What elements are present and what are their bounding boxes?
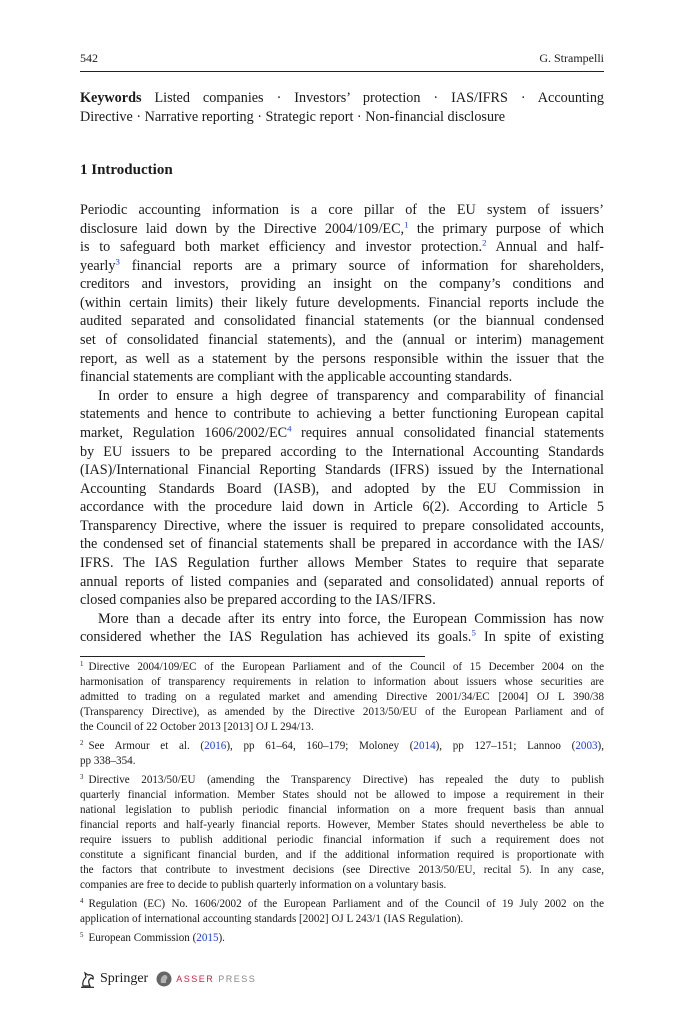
text-line xyxy=(80,848,604,863)
text-line xyxy=(80,773,604,788)
footnote xyxy=(80,773,604,893)
text-line xyxy=(80,535,604,554)
text-run: financial reports and half-yearly financial reports. However, Member States should nevertheless be able to xyxy=(80,819,604,831)
text-run: application of international accounting standards [2002] OJ L 243/1 (IAS Regulation). xyxy=(80,913,464,925)
text-line xyxy=(80,405,604,424)
text-run: statements and hence to contribute to achieving a better functioning European capital xyxy=(80,406,604,423)
footnote-ref[interactable]: 3 xyxy=(115,256,120,267)
paragraph xyxy=(80,201,604,387)
citation-link[interactable]: 2014 xyxy=(413,740,436,752)
text-line xyxy=(80,833,604,848)
text-line xyxy=(80,628,604,647)
text-line xyxy=(80,238,604,257)
text-run: ), pp 61–64, 160–179; Moloney ( xyxy=(226,740,414,752)
footnote xyxy=(80,739,604,769)
text-line xyxy=(80,294,604,313)
text-run: the Council of 22 October 2013 [2013] OJ L 294/13. xyxy=(80,721,314,733)
text-line xyxy=(80,275,604,294)
text-line xyxy=(80,818,604,833)
text-run: IFRS. The IAS Regulation further allows Member States to require that separate xyxy=(80,554,604,571)
text-run: accordance with the procedure laid down in Article 6(2). According to Article 5 xyxy=(80,499,604,516)
text-run: is to safeguard both market efficiency and investor protection. xyxy=(80,239,483,256)
text-run: admitted to trading on a regulated market and amending Directive 2001/34/EC [2004] OJ L 390/38 xyxy=(80,691,604,703)
paragraph xyxy=(80,610,604,647)
text-line xyxy=(80,863,604,878)
page-number: 542 xyxy=(80,51,98,65)
footnote-ref[interactable]: 5 xyxy=(471,628,476,639)
text-line xyxy=(80,257,604,276)
text-line xyxy=(80,424,604,443)
text-run: closed companies also be prepared according to the IAS/IFRS. xyxy=(80,592,436,609)
citation-link[interactable]: 2015 xyxy=(196,932,219,944)
text-line xyxy=(80,720,604,735)
text-line xyxy=(80,350,604,369)
text-line xyxy=(80,788,604,803)
text-line xyxy=(80,931,604,946)
citation-link[interactable]: 2003 xyxy=(575,740,598,752)
text-line xyxy=(80,878,604,893)
text-line xyxy=(80,912,604,927)
footnotes xyxy=(80,660,604,950)
footnote xyxy=(80,897,604,927)
text-run: financial reports are a primary source of information for shareholders, xyxy=(119,257,604,274)
text-run: financial statements are compliant with the applicable accounting standards. xyxy=(80,369,513,386)
text-line xyxy=(80,675,604,690)
footnote-ref[interactable]: 4 xyxy=(287,423,292,434)
text-run: national legislation to publish periodic financial information on a more frequent basis than annual xyxy=(80,804,604,816)
text-run: ), pp 127–151; Lannoo ( xyxy=(435,740,576,752)
text-line xyxy=(80,517,604,536)
footnote-ref[interactable]: 1 xyxy=(404,219,409,230)
footnote-number: 5 xyxy=(80,931,84,939)
text-run: ). xyxy=(218,932,225,944)
text-line xyxy=(80,201,604,220)
footnote-number: 2 xyxy=(80,739,84,747)
text-run: annual reports of listed companies and (separated and consolidated) annual reports of xyxy=(80,573,604,590)
text-run: requires annual consolidated financial statements xyxy=(291,424,604,441)
publisher-footer xyxy=(80,970,256,988)
text-run: the factors that contribute to investment decisions (see Directive 2013/50/EU, recital 5). In any case, xyxy=(80,864,604,876)
text-run: pp 338–354. xyxy=(80,755,136,767)
section-heading: 1 Introduction xyxy=(80,162,173,178)
text-line xyxy=(80,554,604,573)
text-line xyxy=(80,480,604,499)
text-run: (IAS)/International Financial Reporting Standards (IFRS) issued by the International xyxy=(80,462,604,479)
text-run: Transparency Directive, where the issuer is required to prepare consolidated accounts, xyxy=(80,517,604,534)
text-line xyxy=(80,368,604,387)
text-line xyxy=(80,660,604,675)
asser-text: ASSER xyxy=(176,974,215,984)
text-run: quarterly financial information. Member States should not be allowed to impose a requirement in their xyxy=(80,789,604,801)
text-line xyxy=(80,387,604,406)
text-line xyxy=(80,312,604,331)
keywords-line: Keywords Listed companies · Investors’ protection · IAS/IFRS · Accounting xyxy=(80,90,605,106)
text-run: the primary purpose of which xyxy=(408,220,604,237)
text-run: market, Regulation 1606/2002/EC xyxy=(80,424,288,441)
text-line xyxy=(80,591,604,610)
text-run: In spite of existing xyxy=(475,629,605,646)
text-line xyxy=(80,331,604,350)
text-run: the condensed set of financial statements shall be prepared in accordance with the IAS/ xyxy=(80,536,604,553)
text-run: require issuers to publish additional periodic financial information if such a requirement does not xyxy=(80,834,604,846)
text-run: disclosure laid down by the Directive 2004/109/EC, xyxy=(80,220,405,237)
text-run: More than a decade after its entry into force, the European Commission has now xyxy=(98,610,604,627)
press-text: PRESS xyxy=(218,974,257,984)
footnote-number: 4 xyxy=(80,897,84,905)
text-run: European Commission ( xyxy=(88,932,197,944)
text-run: In order to ensure a high degree of transparency and comparability of financial xyxy=(98,387,604,404)
text-line xyxy=(80,897,604,912)
running-author: G. Strampelli xyxy=(539,51,604,65)
text-run: (Transparency Directive), as amended by the Directive 2013/50/EU of the European Parliament and of xyxy=(80,706,604,718)
text-run: Annual and half- xyxy=(486,239,605,256)
text-line xyxy=(80,573,604,592)
text-line xyxy=(80,705,604,720)
text-line xyxy=(80,461,604,480)
footnote-number: 3 xyxy=(80,773,84,781)
citation-link[interactable]: 2016 xyxy=(204,740,227,752)
text-run: constitute a significant financial burden, and if the additional information required is proportionate with xyxy=(80,849,604,861)
text-run: report, as well as a statement by the persons responsible within the issuer that the xyxy=(80,350,604,367)
footnote xyxy=(80,931,604,946)
keywords-line: Directive · Narrative reporting · Strategic report · Non-financial disclosure xyxy=(80,108,506,125)
header-rule xyxy=(80,71,604,72)
text-line xyxy=(80,443,604,462)
springer-logo xyxy=(80,970,148,988)
text-run: Periodic accounting information is a core pillar of the EU system of issuers’ xyxy=(80,202,604,218)
keywords-label: Keywords xyxy=(80,90,142,106)
springer-text: Springer xyxy=(100,971,149,986)
text-line xyxy=(80,498,604,517)
text-run: ), xyxy=(597,740,605,752)
text-line xyxy=(80,803,604,818)
text-run: Directive 2013/50/EU (amending the Transparency Directive) has repealed the duty to publish xyxy=(88,774,604,786)
footnote-number: 1 xyxy=(80,660,84,668)
footnote xyxy=(80,660,604,735)
footnote-ref[interactable]: 2 xyxy=(482,237,487,248)
text-line xyxy=(80,690,604,705)
text-run: set of consolidated financial statements), and the (annual or interim) management xyxy=(80,332,604,349)
text-run: Directive 2004/109/EC of the European Parliament and of the Council of 15 December 2004 on the xyxy=(88,661,604,673)
asser-head-icon xyxy=(156,971,172,987)
text-run: by EU issuers to be prepared according to the International Accounting Standards xyxy=(80,443,604,460)
text-line xyxy=(80,220,604,239)
running-header xyxy=(80,51,604,66)
springer-horse-icon xyxy=(80,970,96,988)
paragraph xyxy=(80,387,604,610)
text-run: See Armour et al. ( xyxy=(88,740,205,752)
text-run: Regulation (EC) No. 1606/2002 of the European Parliament and of the Council of 19 July 2002 on the xyxy=(88,898,604,910)
text-run: creditors and investors, providing an insight on the company’s conditions and xyxy=(80,276,604,293)
text-run: yearly xyxy=(80,257,116,274)
footnote-rule xyxy=(80,656,425,657)
text-line xyxy=(80,754,604,769)
asser-press-logo xyxy=(156,971,256,987)
text-line xyxy=(80,739,604,754)
text-run: Accounting Standards Board (IASB), and adopted by the EU Commission in xyxy=(80,480,604,497)
keywords xyxy=(80,89,604,126)
text-run: considered whether the IAS Regulation has achieved its goals. xyxy=(80,629,472,646)
text-run: audited separated and consolidated financial statements (or the biannual condensed xyxy=(80,313,604,330)
body-text xyxy=(80,201,604,647)
text-run: companies are free to decide to publish quarterly information on a voluntary basis. xyxy=(80,879,447,891)
text-line xyxy=(80,610,604,629)
text-run: harmonisation of transparency requirements in relation to information about issuers whose securities are xyxy=(80,676,604,688)
text-run: (within certain limits) their likely future developments. Financial reports include the xyxy=(80,294,604,311)
